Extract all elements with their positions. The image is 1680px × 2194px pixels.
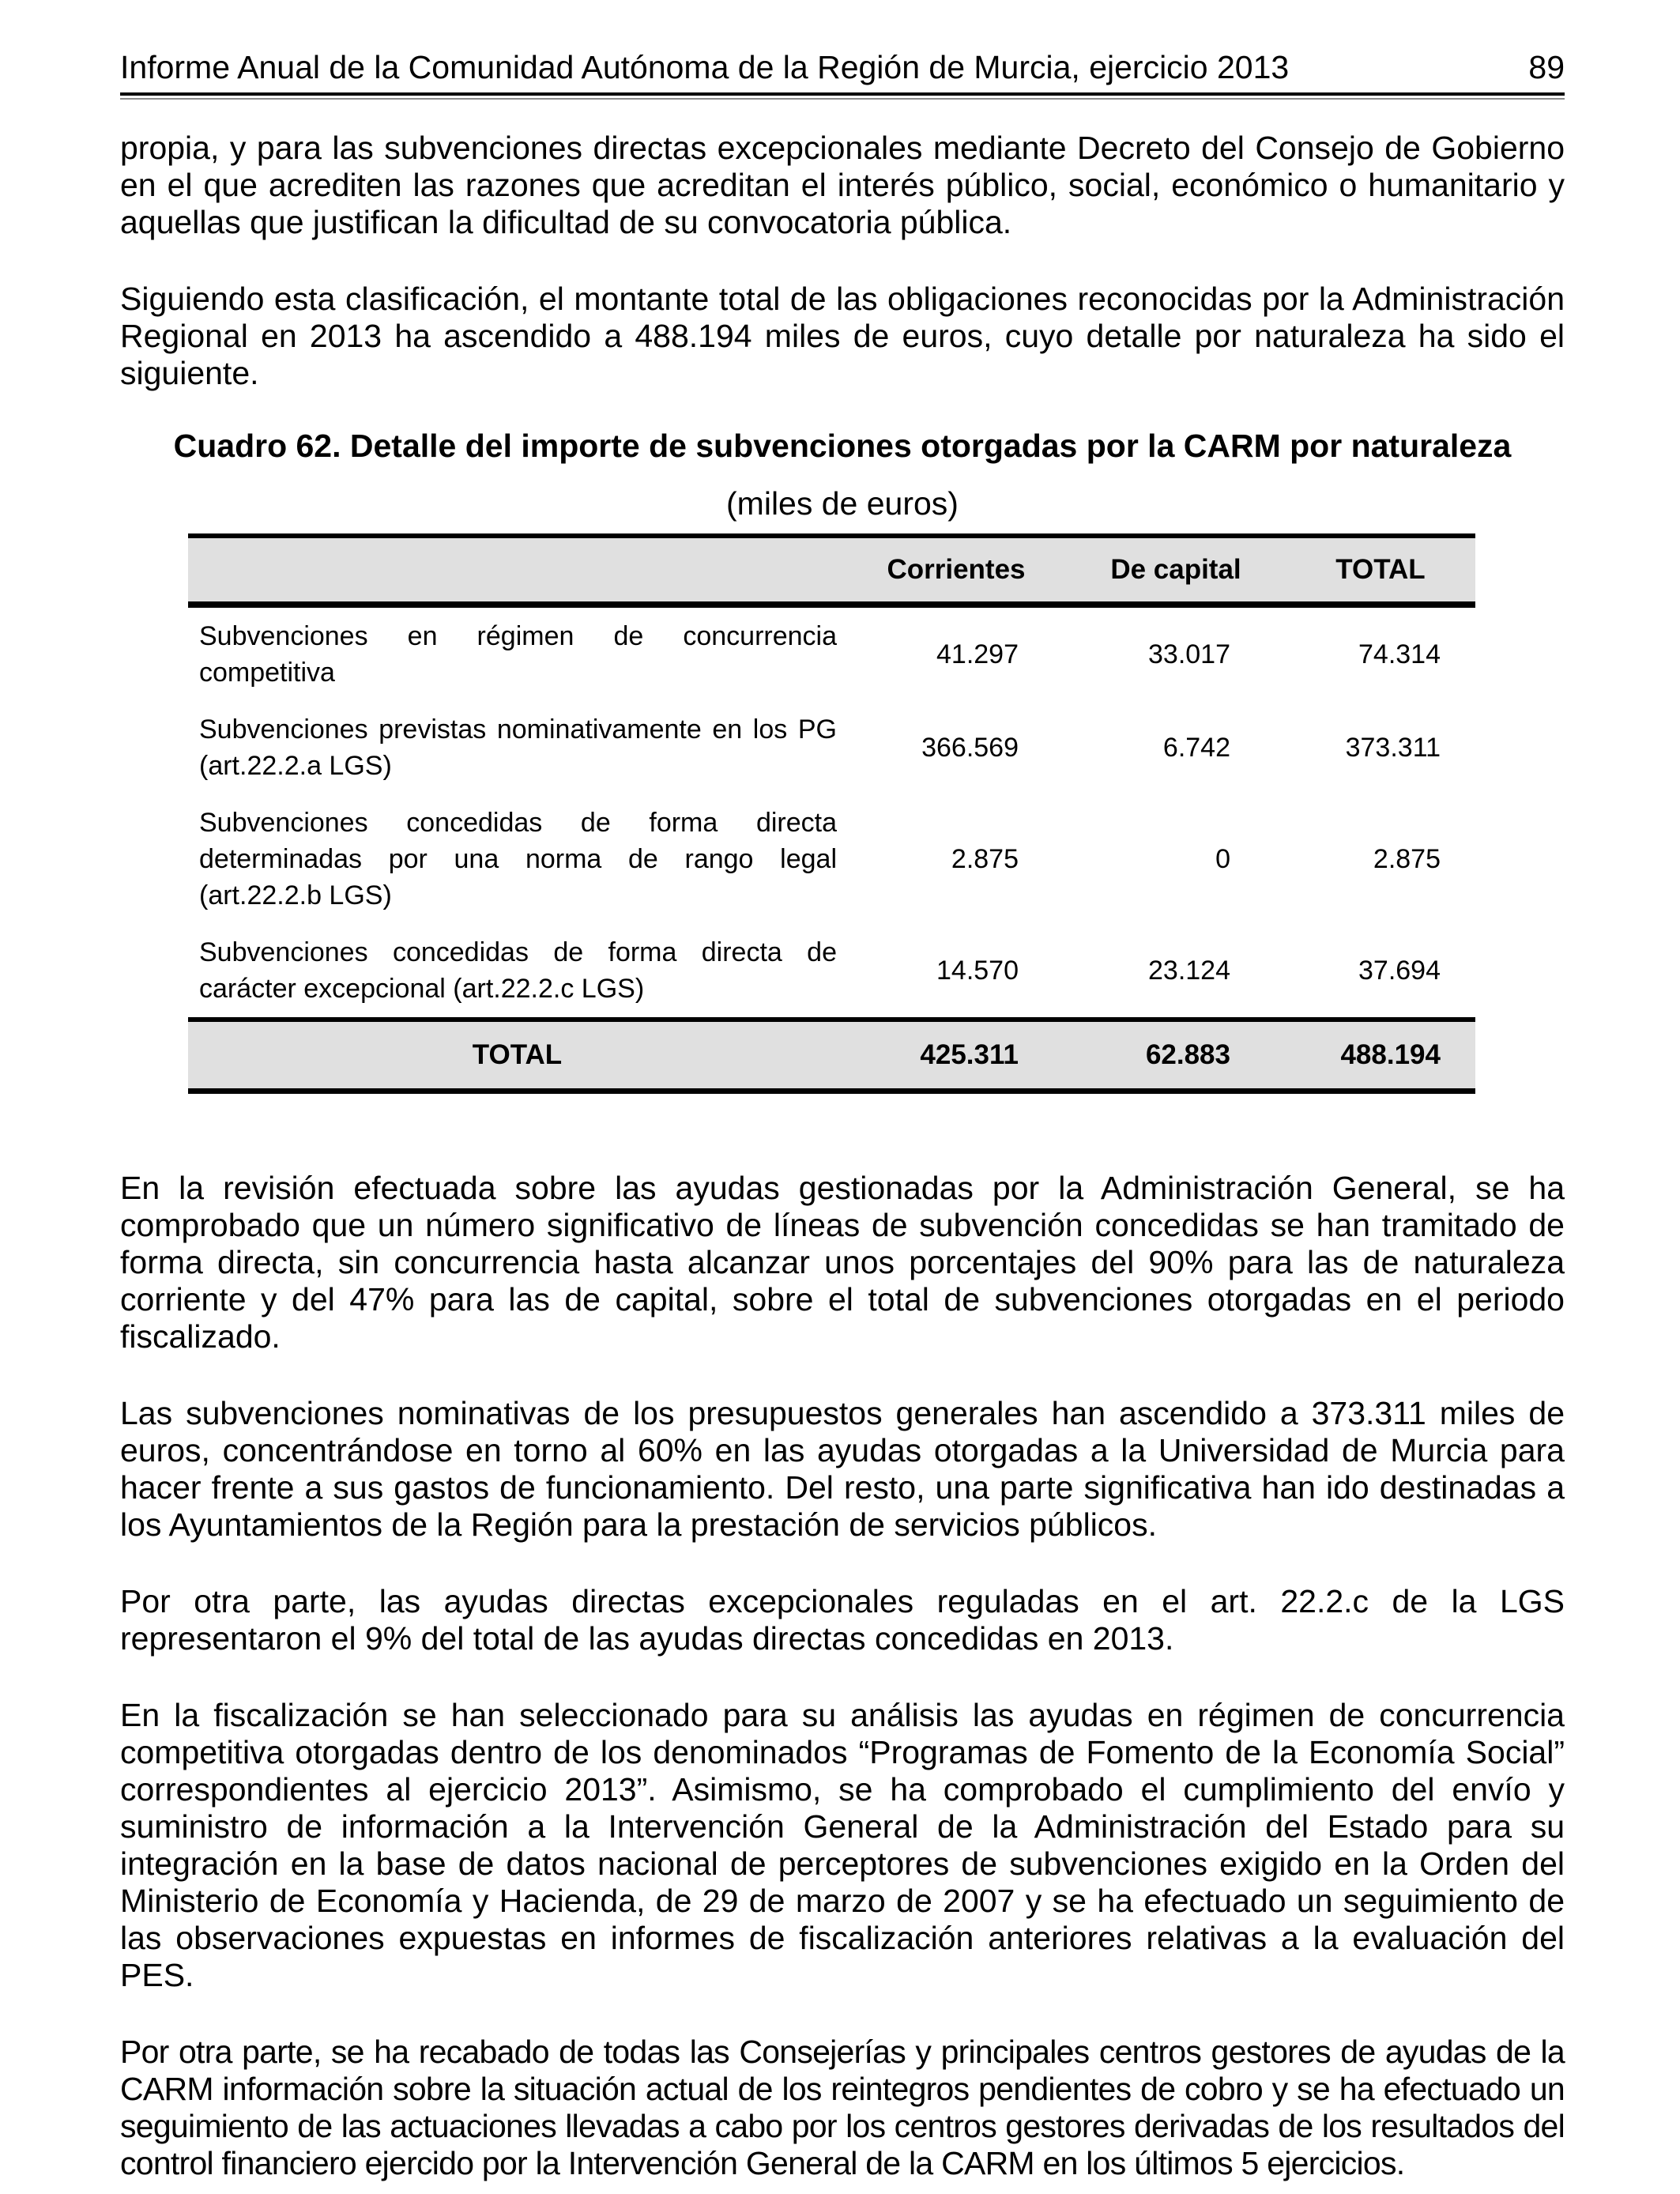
header-rule: [120, 92, 1565, 100]
cell-corrientes: 41.297: [936, 639, 1019, 669]
table-row: [188, 924, 1475, 1020]
cell-de-capital: 6.742: [1162, 733, 1230, 763]
table-row: [188, 794, 1475, 924]
paragraph: Las subvenciones nominativas de los presupuestos generales han ascendido a 373.311 miles de euros, concentrándose en torno al 60% en las ayudas otorgadas a la Universidad de Murcia para hacer frente a sus gastos de funcionamiento. Del resto, una parte significativa han ido destinadas a los Ayuntamientos de la Región para la prestación de servicios públicos.: [120, 1395, 1565, 1543]
row-label: Subvenciones concedidas de forma directa determinadas por una norma de rango legal (art.22.2.b LGS): [199, 808, 837, 910]
table-caption: Cuadro 62. Detalle del importe de subvenciones otorgadas por la CARM por naturaleza: [173, 428, 1512, 464]
paragraph: Por otra parte, se ha recabado de todas las Consejerías y principales centros gestores de ayudas de la CARM información sobre la situación actual de los reintegros pendientes de cobro y se ha efectuado un seguimiento de las actuaciones llevadas a cabo por los centros gestores derivadas de los resultados del control financiero ejercido por la Intervención General de la CARM en los últimos 5 ejercicios.: [120, 2034, 1565, 2181]
page-header: [120, 49, 1565, 100]
table-total-row: [188, 1020, 1475, 1091]
report-title: Informe Anual de la Comunidad Autónoma de la Región de Murcia, ejercicio 2013: [120, 49, 1290, 85]
cell-total: 373.311: [1345, 733, 1441, 763]
cell-corrientes: 366.569: [921, 733, 1019, 763]
cell-total: 2.875: [1373, 844, 1441, 874]
row-label: Subvenciones en régimen de concurrencia competitiva: [199, 621, 837, 688]
column-header-de-capital: De capital: [1066, 536, 1286, 605]
row-label: Subvenciones previstas nominativamente en los PG (art.22.2.a LGS): [199, 714, 837, 781]
cell-corrientes: 2.875: [951, 844, 1019, 874]
paragraph: Por otra parte, las ayudas directas excepcionales reguladas en el art. 22.2.c de la LGS representaron el 9% del total de las ayudas directas concedidas en 2013.: [120, 1583, 1565, 1657]
paragraph: propia, y para las subvenciones directas excepcionales mediante Decreto del Consejo de Gobierno en el que acrediten las razones que acreditan el interés público, social, económico o humanitario y aquellas que justifican la dificultad de su convocatoria pública.: [120, 130, 1565, 240]
column-header-total: TOTAL: [1286, 536, 1475, 605]
running-header-row: [120, 49, 1565, 86]
column-header-corrientes: Corrientes: [846, 536, 1066, 605]
total-corrientes: 425.311: [846, 1020, 1066, 1091]
cell-total: 74.314: [1358, 639, 1441, 669]
table-unit-note: (miles de euros): [726, 485, 959, 522]
subsidies-table: [188, 533, 1475, 1094]
paragraph: En la fiscalización se han seleccionado para su análisis las ayudas en régimen de concurrencia competitiva otorgadas dentro de los denominados “Programas de Fomento de la Economía Social” correspondientes al ejercicio 2013”. Asimismo, se ha comprobado el cumplimiento del envío y suministro de información a la Intervención General de la Administración del Estado para su integración en la base de datos nacional de perceptores de subvenciones exigido en la Orden del Ministerio de Economía y Hacienda, de 29 de marzo de 2007 y se ha efectuado un seguimiento de las observaciones expuestas en informes de fiscalización anteriores relativas a la evaluación del PES.: [120, 1697, 1565, 1993]
page-body: [120, 130, 1565, 2182]
cell-de-capital: 33.017: [1148, 639, 1230, 669]
cell-de-capital: 0: [1215, 844, 1230, 874]
cell-corrientes: 14.570: [936, 956, 1019, 986]
paragraph: Siguiendo esta clasificación, el montante total de las obligaciones reconocidas por la Administración Regional en 2013 ha ascendido a 488.194 miles de euros, cuyo detalle por naturaleza ha sido el siguiente.: [120, 281, 1565, 391]
total-total: 488.194: [1286, 1020, 1475, 1091]
table-header-row: [188, 536, 1475, 605]
paragraph: En la revisión efectuada sobre las ayudas gestionadas por la Administración General, se ha comprobado que un número significativo de líneas de subvención concedidas se han tramitado de forma directa, sin concurrencia hasta alcanzar unos porcentajes del 90% para las de naturaleza corriente y del 47% para las de capital, sobre el total de subvenciones otorgadas en el periodo fiscalizado.: [120, 1170, 1565, 1355]
page-number: 89: [1528, 49, 1565, 85]
row-label: Subvenciones concedidas de forma directa de carácter excepcional (art.22.2.c LGS): [199, 937, 837, 1004]
column-header-empty: [188, 536, 846, 605]
table-row: [188, 701, 1475, 794]
total-label: TOTAL: [188, 1020, 846, 1091]
cell-total: 37.694: [1358, 956, 1441, 986]
table-row: [188, 605, 1475, 701]
total-de-capital: 62.883: [1066, 1020, 1286, 1091]
cell-de-capital: 23.124: [1148, 956, 1230, 986]
